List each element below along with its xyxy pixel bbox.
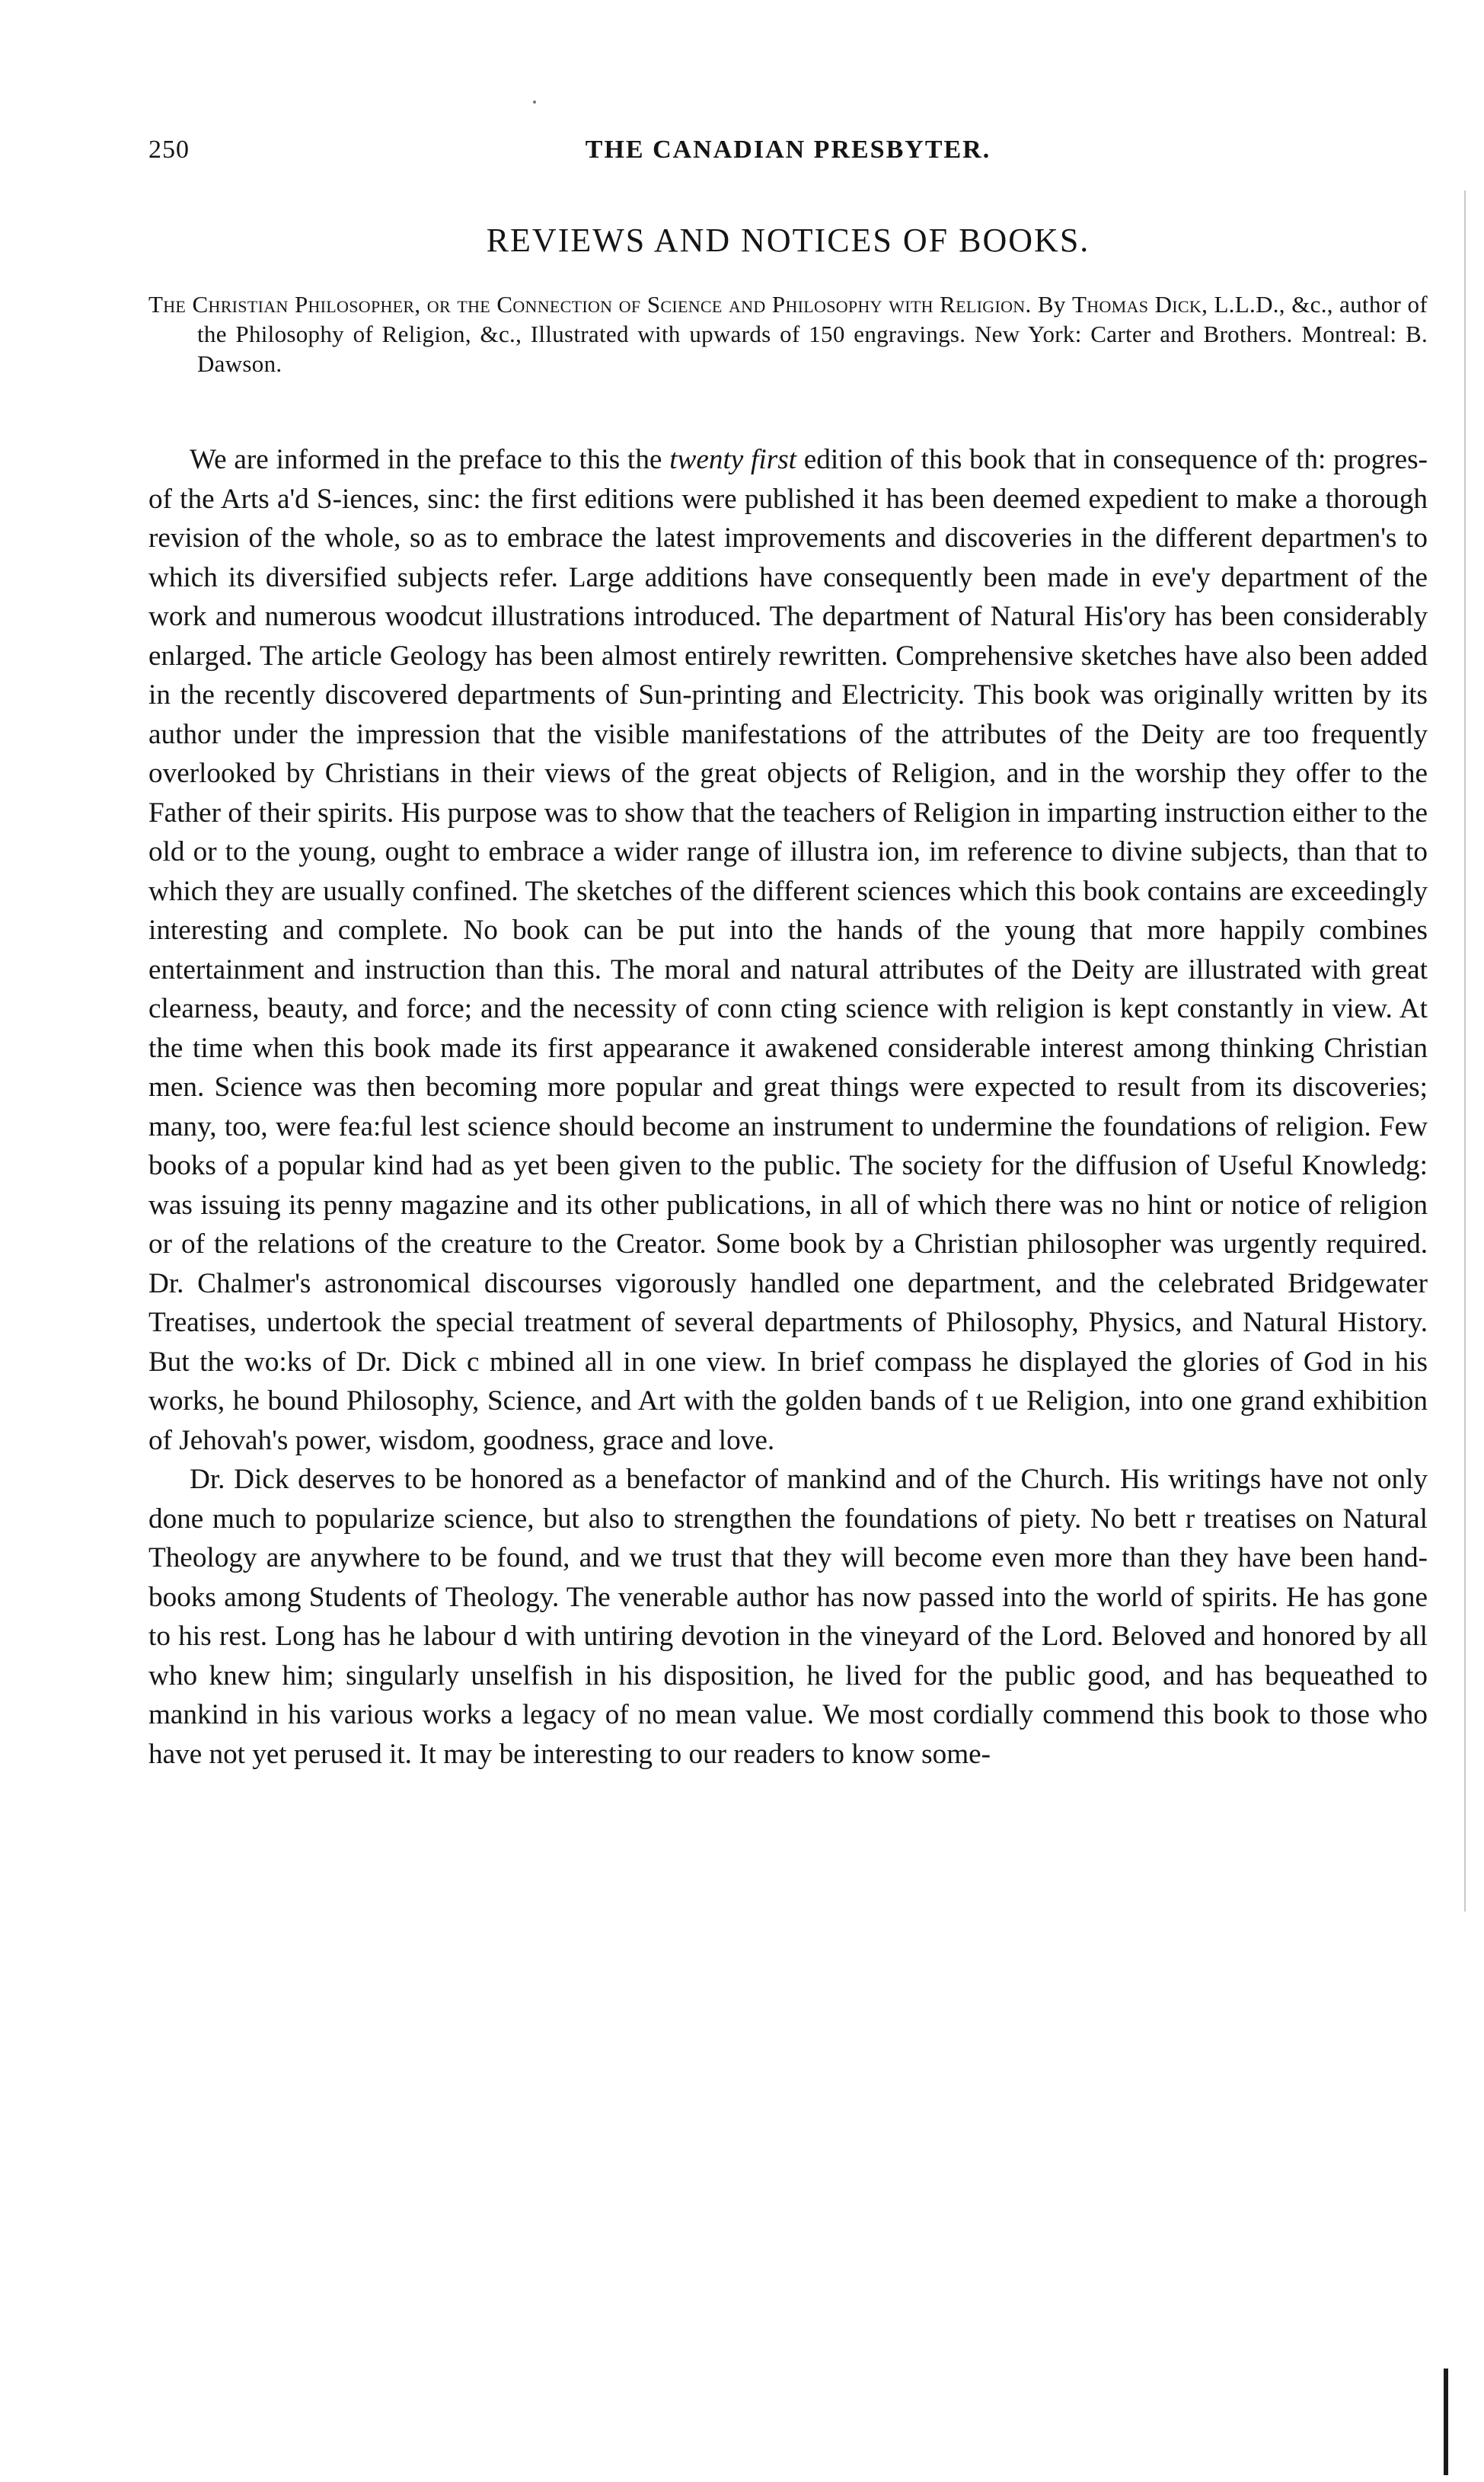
paragraph-1-emphasis: twenty first [669,444,796,475]
book-author: Thomas Dick [1072,291,1202,318]
paragraph-2: Dr. Dick deserves to be honored as a benefactor of mankind and of the Church. His writings have not only done much to popularize science, but also to strengthen the foundations of piety. No bett r treatises on Natural Theology are anywhere to be found, and we trust that they will become even more than they have been hand-books among Students of Theology. The venerable author has now passed into the world of spirits. He has gone to his rest. Long has he labour d with untiring devotion in the vineyard of the Lord. Beloved and honored by all who knew him; singularly unselfish in his disposition, he lived for the public good, and has bequeathed to mankind in his various works a legacy of no mean value. We most cordially commend this book to those who have not yet perused it. It may be interesting to our readers to know some- [148,1464,1428,1770]
paragraph-1-text-b: edition of this book that in consequence of th: progres- of the Arts a'd S-iences, sinc: the first editions were published it has been deemed expedient to make a thorough revision of the whole, so as to embrace the latest improvements and discoveries in the different departmen's to which its diversified subjects refer. Large additions have consequently been made in eve'y department of the work and numerous woodcut illustrations introduced. The department of Natural His'ory has been considerably enlarged. The article Geology has been almost entirely rewritten. Comprehensive sketches have also been added in the recently discovered departments of Sun-printing and Electricity. This book was originally written by its author under the impression that the visible manifestations of the attributes of the Deity are too frequently overlooked by Christians in their views of the great objects of Religion, and in the worship they offer to the Father of their spirits. His purpose was to show that the teachers of Religion in imparting instruction either to the old or to the young, ought to embrace a wider range of illustra ion, im reference to divine subjects, than that to which they are usually confined. The sketches of the different sciences which this book contains are exceedingly interesting and complete. No book can be put into the hands of the young that more happily combines entertainment and instruction than this. The moral and natural attributes of the Deity are illustrated with great clearness, beauty, and force; and the necessity of conn cting science with religion is kept constantly in view. At the time when this book made its first appearance it awakened considerable interest among thinking Christian men. Science was then becoming more popular and great things were expected to result from its discoveries; many, too, were fea:ful lest science should become an instrument to undermine the foundations of religion. Few books of a popular kind had as yet been given to the public. The society for the diffusion of Useful Knowledg: was issuing its penny magazine and its other publications, in all of which there was no hint or notice of religion or of the relations of the creature to the Creator. Some book by a Christian philosopher was urgently required. Dr. Chalmer's astronomical discourses vigorously handled one department, and the celebrated Bridgewater Treatises, undertook the special treatment of several departments of Philosophy, Physics, and Natural History. But the wo:ks of Dr. Dick c mbined all in one view. In brief compass he displayed the glories of God in his works, he bound Philosophy, Science, and Art with the golden bands of t ue Religion, into one grand exhibition of Jehovah's power, wisdom, goodness, grace and love. [148,444,1428,1456]
paragraph-1 [148,440,1428,1460]
section-title: REVIEWS AND NOTICES OF BOOKS. [486,222,1090,259]
margin-rule [1464,190,1466,1912]
citation-by: By [1037,291,1066,318]
review-body [148,440,1428,1774]
citation-details: , L.L.D., &c., author of the Philosophy of Religion, &c., Illustrated with upwards of 150 engravings. New York: Carter and Brothers. Montreal: B. Dawson. [197,291,1428,377]
ink-speck [533,101,536,104]
margin-bar [1444,2369,1448,2475]
running-title: THE CANADIAN PRESBYTER. [585,136,991,164]
running-head [148,136,1428,181]
paragraph-1-text-a: We are informed in the preface to this the [190,444,670,475]
book-citation [148,289,1428,379]
book-title: The Christian Philosopher, or the Connection of Science and Philosophy with Religion. [148,291,1032,318]
page-number: 250 [148,136,190,164]
